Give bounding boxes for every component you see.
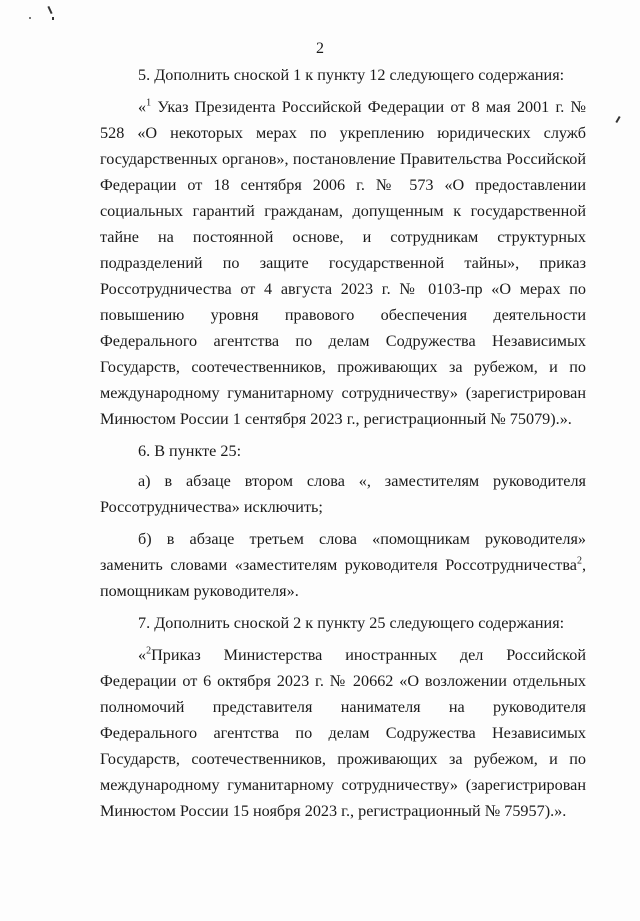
scan-artifact: [47, 6, 52, 14]
document-body: [100, 62, 586, 830]
scan-artifact: [615, 116, 620, 123]
scan-artifact: [52, 17, 54, 20]
footnote-marker: 2: [576, 555, 582, 567]
paragraph-item-7: 7. Дополнить сноской 2 к пункту 25 следующего содержания:: [138, 614, 565, 632]
paragraph-footnote-2: «$^2$Приказ Министерства иностранных дел Российской Федерации от 6 октября 2023 г. № 20662 «О возложении отдельных полномочий представителя нанимателя на руководителя Федерального агентства по делам Содружества Независимых Государств, соотечественников, проживающих за рубежом, и по международному гуманитарному сотрудничеству» (зарегистрирован Минюстом России 15 ноября 2023 г., регистрационный № 75957).».: [100, 645, 586, 820]
paragraph-item-5: 5. Дополнить сноской 1 к пункту 12 следующего содержания:: [138, 66, 565, 84]
footnote-marker: 1: [146, 97, 152, 109]
paragraph-item-6: 6. В пункте 25:: [138, 442, 242, 460]
paragraph-footnote-1: «$^1$ Указ Президента Российской Федерации от 8 мая 2001 г. № 528 «О некоторых мерах по укреплению юридических служб государственных органов», постановление Правительства Российской Федерации от 18 сентября 2006 г. № 573 «О предоставлении социальных гарантий гражданам, допущенным к государственной тайне на постоянной основе, и сотрудникам структурных подразделений по защите государственной тайны», приказ Россотрудничества от 4 августа 2023 г. № 0103-пр «О мерах по повышению уровня правового обеспечения деятельности Федерального агентства по делам Содружества Независимых Государств, соотечественников, проживающих за рубежом, и по международному гуманитарному сотрудничеству» (зарегистрирован Минюстом России 1 сентября 2023 г., регистрационный № 75079).».: [100, 97, 586, 428]
scan-artifact: [29, 17, 31, 19]
paragraph-item-6a: а) в абзаце втором слова «, заместителям руководителя Россотрудничества» исключить;: [100, 472, 586, 516]
page-number: 2: [316, 40, 324, 57]
paragraph-item-6b: б) в абзаце третьем слова «помощникам руководителя» заменить словами «заместителям руководителя Россотрудничества$^2$, помощникам руководителя».: [100, 530, 586, 600]
footnote-marker: 2: [146, 645, 152, 657]
